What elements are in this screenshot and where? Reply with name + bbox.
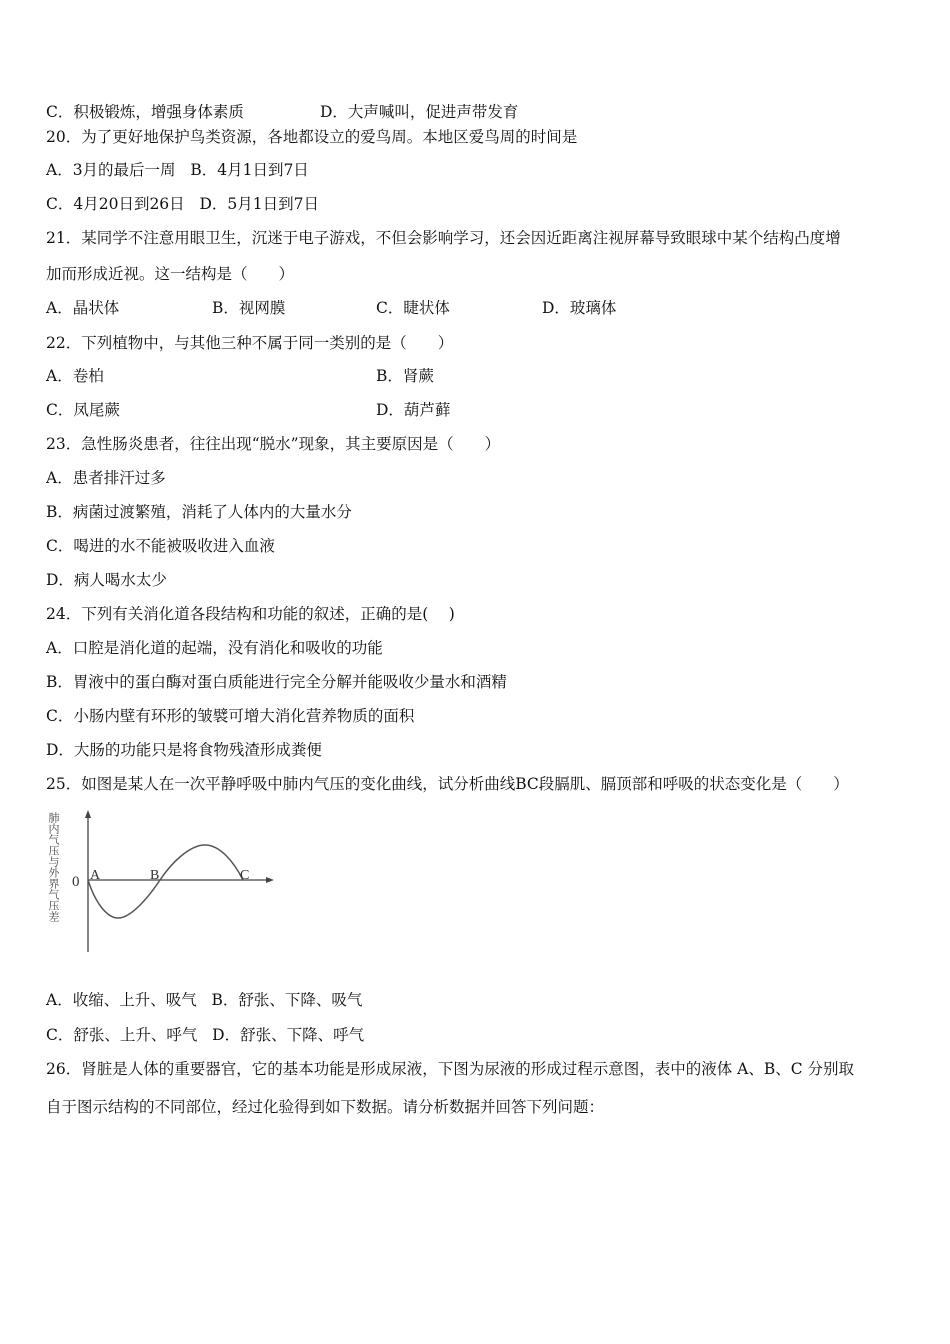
q21-option-b: B．视网膜 — [212, 299, 286, 317]
pressure-curve — [88, 845, 243, 918]
q19-option-c: C．积极锻炼，增强身体素质 — [46, 103, 244, 121]
q21-option-c: C．睫状体 — [376, 299, 450, 317]
q24-stem: 24．下列有关消化道各段结构和功能的叙述，正确的是( ) — [46, 605, 455, 623]
q23-stem: 23．急性肠炎患者，往往出现“脱水”现象，其主要原因是（ ） — [46, 435, 501, 453]
point-c-label: C — [240, 868, 250, 883]
q22-option-c: C．凤尾蕨 — [46, 401, 120, 419]
q26-stem-line1: 26．肾脏是人体的重要器官，它的基本功能是形成尿液，下图为尿液的形成过程示意图，表中的液体 A、B、C 分别取 — [46, 1060, 855, 1078]
q21-stem-line2: 加而形成近视。这一结构是（ ） — [46, 265, 295, 283]
q22-option-d: D．葫芦藓 — [376, 401, 451, 419]
q23-option-d: D．病人喝水太少 — [46, 571, 167, 589]
q23-option-b: B．病菌过渡繁殖，消耗了人体内的大量水分 — [46, 503, 352, 521]
q20-stem: 20．为了更好地保护鸟类资源，各地都设立的爱鸟周。本地区爱鸟周的时间是 — [46, 128, 578, 146]
q22-option-a: A．卷柏 — [46, 367, 104, 385]
q22-stem: 22．下列植物中，与其他三种不属于同一类别的是（ ） — [46, 334, 454, 352]
q21-option-a: A．晶状体 — [46, 299, 120, 317]
q24-option-d: D．大肠的功能只是将食物残渣形成粪便 — [46, 741, 322, 759]
q24-option-b: B．胃液中的蛋白酶对蛋白质能进行完全分解并能吸收少量水和酒精 — [46, 673, 507, 691]
pressure-graph-ylabel: 肺内气压与外界气压差 — [47, 812, 60, 922]
q20-options-line2: C．4月20日到26日 D．5月1日到7日 — [46, 195, 319, 213]
q25-stem: 25．如图是某人在一次平静呼吸中肺内气压的变化曲线，试分析曲线BC段膈肌、膈顶部和呼吸的状态变化是（ ） — [46, 775, 849, 793]
q21-stem-line1: 21．某同学不注意用眼卫生，沉迷于电子游戏，不但会影响学习，还会因近距离注视屏幕导致眼球中某个结构凸度增 — [46, 229, 841, 247]
y-axis-arrow — [85, 810, 91, 818]
q26-stem-line2: 自于图示结构的不同部位，经过化验得到如下数据。请分析数据并回答下列问题： — [46, 1098, 605, 1116]
x-axis-arrow — [266, 877, 274, 883]
point-b-label: B — [150, 868, 160, 883]
q22-option-b: B．肾蕨 — [376, 367, 434, 385]
q24-option-a: A．口腔是消化道的起端，没有消化和吸收的功能 — [46, 639, 383, 657]
q25-options-line1: A．收缩、上升、吸气 B．舒张、下降、吸气 — [46, 991, 363, 1009]
q23-option-c: C．喝进的水不能被吸收进入血液 — [46, 537, 275, 555]
q25-options-line2: C．舒张、上升、呼气 D．舒张、下降、呼气 — [46, 1026, 365, 1044]
point-a-label: A — [90, 868, 101, 883]
q19-option-d: D．大声喊叫，促进声带发育 — [320, 103, 519, 121]
q23-option-a: A．患者排汗过多 — [46, 469, 166, 487]
origin-label: 0 — [72, 874, 80, 890]
q21-option-d: D．玻璃体 — [542, 299, 617, 317]
q20-options-line1: A．3月的最后一周 B．4月1日到7日 — [46, 161, 309, 179]
q24-option-c: C．小肠内壁有环形的皱襞可增大消化营养物质的面积 — [46, 707, 415, 725]
